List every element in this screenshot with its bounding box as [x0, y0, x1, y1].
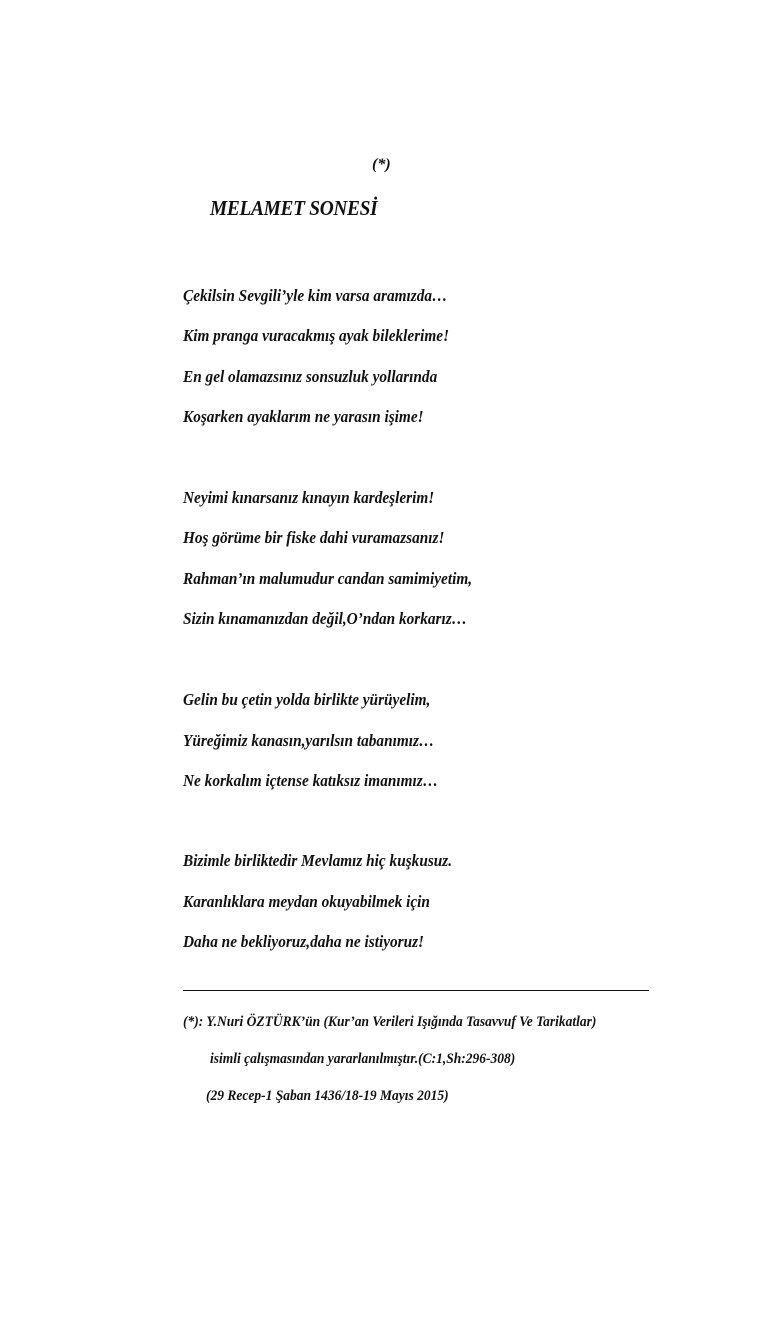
footnote-divider [183, 990, 649, 991]
poem-line: Daha ne bekliyoruz,daha ne istiyoruz! [183, 932, 425, 951]
poem-line: Gelin bu çetin yolda birlikte yürüyelim, [183, 690, 431, 709]
poem-line: Karanlıklara meydan okuyabilmek için [183, 892, 430, 911]
poem-line: Sizin kınamanızdan değil,O’ndan korkarız… [183, 609, 467, 628]
footnote-line: isimli çalışmasından yararlanılmıştır.(C:1,Sh:296-308) [210, 1051, 516, 1067]
poem-line: Neyimi kınarsanız kınayın kardeşlerim! [183, 488, 435, 507]
poem-title: MELAMET SONESİ [210, 196, 378, 220]
poem-line: En gel olamazsınız sonsuzluk yollarında [183, 367, 438, 386]
poem-line: Yüreğimiz kanasın,yarılsın tabanımız… [183, 731, 435, 750]
poem-line: Çekilsin Sevgili’yle kim varsa aramızda… [183, 286, 448, 305]
footnote-marker: (*) [372, 156, 391, 173]
poem-line: Kim pranga vuracakmış ayak bileklerime! [183, 326, 450, 345]
poem-line: Ne korkalım içtense katıksız imanımız… [183, 771, 439, 790]
poem-line: Koşarken ayaklarım ne yarasın işime! [183, 407, 424, 426]
poem-line: Hoş görüme bir fiske dahi vuramazsanız! [183, 528, 445, 547]
footnote-line: (29 Recep-1 Şaban 1436/18-19 Mayıs 2015) [206, 1088, 449, 1104]
footnote-line: (*): Y.Nuri ÖZTÜRK’ün (Kur’an Verileri Işığında Tasavvuf Ve Tarikatlar) [183, 1014, 597, 1030]
poem-line: Bizimle birliktedir Mevlamız hiç kuşkusuz. [183, 851, 453, 870]
poem-line: Rahman’ın malumudur candan samimiyetim, [183, 569, 473, 588]
